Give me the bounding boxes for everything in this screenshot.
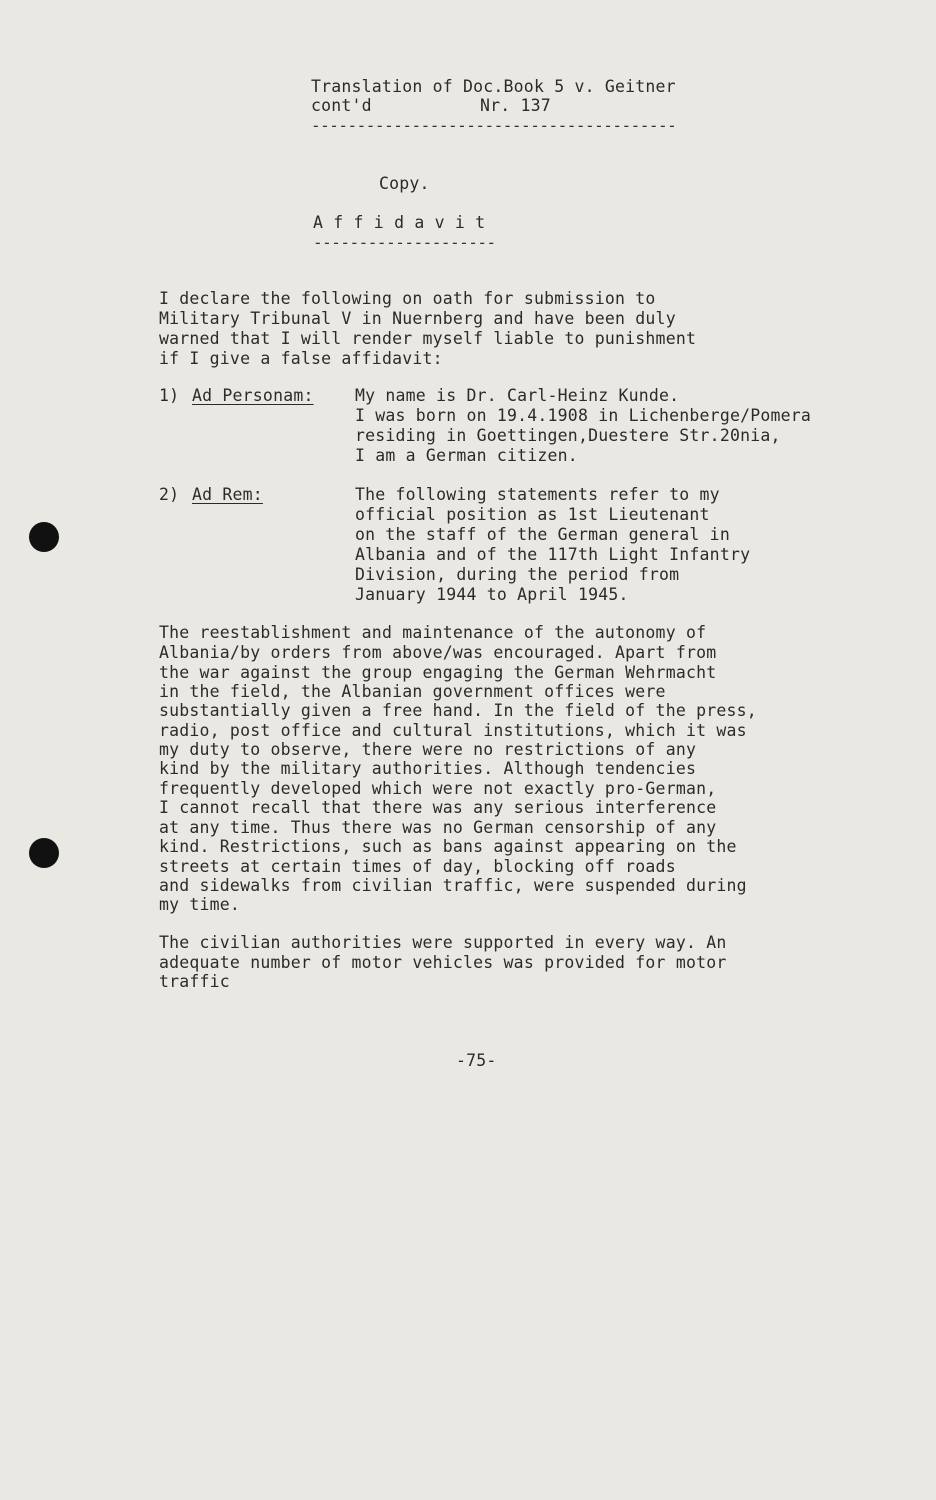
item-number: 2): [159, 485, 180, 504]
item-line: January 1944 to April 1945.: [355, 585, 629, 604]
item-line: Albania and of the 117th Light Infantry: [355, 545, 751, 564]
item-label: Ad Rem:: [192, 485, 263, 504]
paragraph-line: the war against the group engaging the German Wehrmacht: [159, 663, 717, 682]
paragraph-line: and sidewalks from civilian traffic, were suspended during: [159, 876, 747, 895]
item-line: My name is Dr. Carl-Heinz Kunde.: [355, 386, 680, 405]
header-rule: ----------------------------------------: [311, 116, 677, 135]
header-doc-number: Nr. 137: [480, 96, 551, 115]
paragraph-line: traffic: [159, 972, 230, 991]
item-line: I was born on 19.4.1908 in Lichenberge/Pomera: [355, 406, 812, 425]
item-line: The following statements refer to my: [355, 485, 720, 504]
header-cont: cont'd: [311, 96, 372, 115]
paragraph-line: The reestablishment and maintenance of the autonomy of: [159, 623, 707, 642]
punch-hole-bottom: [29, 838, 59, 868]
paragraph-line: The civilian authorities were supported in every way. An: [159, 933, 727, 952]
paragraph-line: substantially given a free hand. In the field of the press,: [159, 701, 757, 720]
paragraph-line: streets at certain times of day, blocking off roads: [159, 857, 676, 876]
paragraph-line: Albania/by orders from above/was encouraged. Apart from: [159, 643, 717, 662]
copy-label: Copy.: [379, 174, 430, 193]
intro-line: Military Tribunal V in Nuernberg and have been duly: [159, 309, 676, 328]
intro-line: if I give a false affidavit:: [159, 349, 443, 368]
paragraph-line: frequently developed which were not exactly pro-German,: [159, 779, 717, 798]
paragraph-line: kind. Restrictions, such as bans against appearing on the: [159, 837, 737, 856]
title-rule: --------------------: [313, 233, 496, 252]
item-line: official position as 1st Lieutenant: [355, 505, 710, 524]
paragraph-line: in the field, the Albanian government offices were: [159, 682, 666, 701]
paragraph-line: my duty to observe, there were no restrictions of any: [159, 740, 697, 759]
header-line-1: Translation of Doc.Book 5 v. Geitner: [311, 77, 676, 96]
item-line: I am a German citizen.: [355, 446, 578, 465]
punch-hole-top: [29, 522, 59, 552]
item-line: on the staff of the German general in: [355, 525, 730, 544]
paragraph-line: my time.: [159, 895, 241, 914]
paragraph-line: I cannot recall that there was any serious interference: [159, 798, 717, 817]
paragraph-line: radio, post office and cultural institutions, which it was: [159, 721, 747, 740]
intro-line: warned that I will render myself liable to punishment: [159, 329, 697, 348]
page-number: -75-: [456, 1051, 497, 1070]
paragraph-line: adequate number of motor vehicles was provided for motor: [159, 953, 727, 972]
item-line: Division, during the period from: [355, 565, 680, 584]
item-number: 1): [159, 386, 180, 405]
intro-line: I declare the following on oath for submission to: [159, 289, 656, 308]
paragraph-line: at any time. Thus there was no German censorship of any: [159, 818, 717, 837]
page-title: A f f i d a v i t: [313, 213, 486, 232]
item-label: Ad Personam:: [192, 386, 314, 405]
paragraph-line: kind by the military authorities. Although tendencies: [159, 759, 697, 778]
item-line: residing in Goettingen,Duestere Str.20nia,: [355, 426, 781, 445]
